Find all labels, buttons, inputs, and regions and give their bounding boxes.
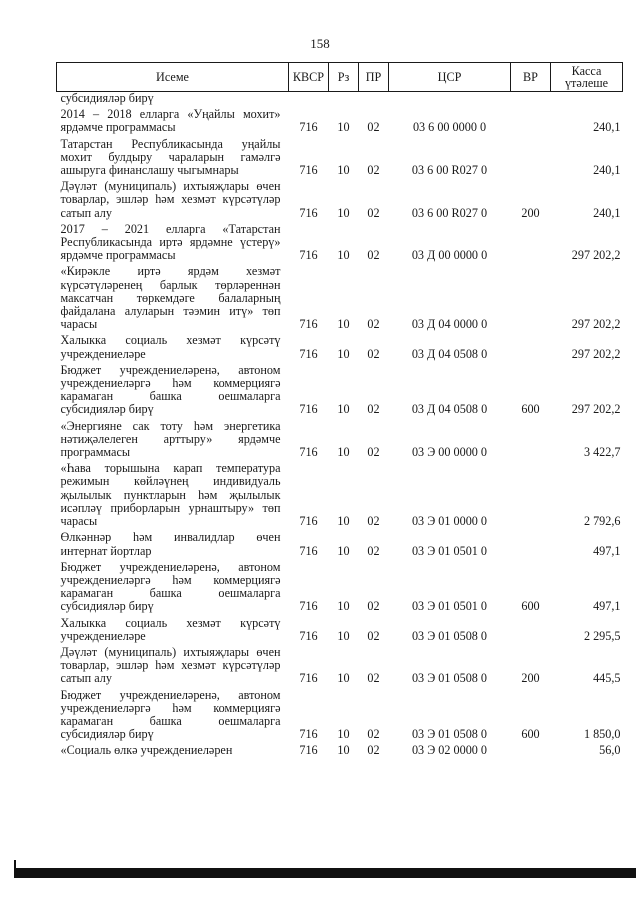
cell-sum: 56,0 [599, 743, 621, 758]
row-name-line: субсидияләр бирү [60, 402, 154, 417]
row-name-line: Дәүләт (муниципаль) ихтыяҗлары өчен [60, 644, 281, 659]
cell-pr: 02 [367, 402, 380, 417]
cell-vr [511, 744, 551, 760]
row-name-line: 2017 – 2021 елларга «Татарстан [60, 221, 281, 236]
row-name [57, 561, 289, 617]
cell-sum: 2 295,5 [583, 628, 621, 643]
cell-sum: 297 202,2 [571, 346, 621, 361]
cell-rz: 10 [337, 628, 350, 643]
cell-kvsr: 716 [299, 543, 318, 558]
cell-vr [511, 420, 551, 463]
table-row [57, 138, 623, 181]
cell-vr [511, 108, 551, 137]
cell-csr: 03 Д 04 0508 0 [411, 346, 488, 361]
header-pr: ПР [359, 63, 389, 92]
cell-vr: 600 [521, 727, 540, 742]
row-name-line: чарасы [60, 514, 98, 529]
row-name-line: мохит булдыру чараларын гамәлгә [60, 149, 281, 164]
cell-kvsr: 716 [299, 402, 318, 417]
cell-csr: 03 6 00 R027 0 [411, 205, 488, 220]
cell-vr: 600 [521, 402, 540, 417]
scan-bottom-bar [16, 868, 636, 878]
table-row [57, 420, 623, 463]
row-name-line: Дәүләт (муниципаль) ихтыяҗлары өчен [60, 179, 281, 194]
row-name-line: учреждениеләре [60, 628, 146, 643]
row-name-line: товарлар, эшләр һәм хезмәт күрсәтүләр [60, 192, 281, 207]
row-name-line: җылылык пунктларын һәм җылылык [60, 487, 281, 502]
cell-csr [389, 92, 511, 109]
cell-kvsr: 716 [299, 743, 318, 758]
row-name-line: учреждениеләргә һәм коммерциягә [60, 376, 281, 391]
row-name [57, 334, 289, 363]
row-name-line: учреждениеләре [60, 346, 146, 361]
row-name-line: ашыруга финанслашу чыгымнары [60, 163, 239, 178]
row-name [57, 92, 289, 109]
row-name-line: ярдәмче программасы [60, 248, 176, 263]
table-row [57, 334, 623, 363]
cell-vr [511, 334, 551, 363]
cell-sum: 497,1 [593, 599, 621, 614]
cell-pr: 02 [367, 628, 380, 643]
row-name-line: учреждениеләргә һәм коммерциягә [60, 572, 281, 587]
cell-rz [329, 92, 359, 109]
cell-sum: 240,1 [593, 120, 621, 135]
row-name-line: субсидияләр бирү [60, 91, 154, 105]
row-name-line: файдалана алуларын тәэмин итү» төп [60, 304, 281, 319]
cell-rz: 10 [337, 445, 350, 460]
cell-kvsr: 716 [299, 346, 318, 361]
row-name [57, 364, 289, 420]
row-name-line: Халыкка социаль хезмәт күрсәтү [60, 333, 281, 348]
row-name-line: нәтиҗәлелеген арттыру» ярдәмче [60, 431, 281, 446]
row-name [57, 462, 289, 531]
row-name-line: карамаган башка оешмаларга [60, 586, 281, 601]
budget-table-container [56, 62, 622, 761]
cell-csr: 03 6 00 R027 0 [411, 163, 488, 178]
cell-rz: 10 [337, 402, 350, 417]
cell-csr: 03 Э 02 0000 0 [411, 743, 488, 758]
row-name-line: Бюджет учреждениеләренә, автоном [60, 687, 281, 702]
table-row [57, 462, 623, 531]
cell-rz: 10 [337, 346, 350, 361]
table-row [57, 561, 623, 617]
row-name-line: Бюджет учреждениеләренә, автоном [60, 559, 281, 574]
row-name [57, 223, 289, 266]
cell-csr: 03 Э 01 0508 0 [411, 727, 488, 742]
cell-kvsr: 716 [299, 727, 318, 742]
row-name-line: ярдәмче программасы [60, 120, 176, 135]
row-name-line: товарлар, эшләр һәм хезмәт күрсәтүләр [60, 658, 281, 673]
cell-sum: 1 850,0 [583, 727, 621, 742]
cell-rz: 10 [337, 317, 350, 332]
row-name-line: чарасы [60, 317, 98, 332]
row-name-line: программасы [60, 445, 131, 460]
row-name [57, 689, 289, 745]
table-row [57, 223, 623, 266]
row-name-line: максатчан төркемдәге балаларның [60, 290, 281, 305]
cell-kvsr: 716 [299, 120, 318, 135]
cell-vr [511, 462, 551, 531]
row-name-line: сатып алу [60, 671, 112, 686]
cell-vr [511, 531, 551, 560]
row-name-line: сатып алу [60, 205, 112, 220]
cell-pr: 02 [367, 543, 380, 558]
cell-rz: 10 [337, 599, 350, 614]
header-rz: Рз [329, 63, 359, 92]
cell-rz: 10 [337, 671, 350, 686]
cell-sum: 497,1 [593, 543, 621, 558]
cell-pr: 02 [367, 163, 380, 178]
table-row [57, 531, 623, 560]
cell-rz: 10 [337, 743, 350, 758]
cell-vr: 600 [521, 599, 540, 614]
cell-csr: 03 Д 04 0000 0 [411, 317, 488, 332]
table-row [57, 108, 623, 137]
row-name-line: «Энергияне сак тоту һәм энергетика [60, 418, 281, 433]
cell-vr [511, 223, 551, 266]
page-number: 158 [310, 36, 330, 51]
cell-kvsr: 716 [299, 628, 318, 643]
cell-kvsr: 716 [299, 445, 318, 460]
cell-csr: 03 Э 01 0000 0 [411, 514, 488, 529]
row-name-line: Татарстан Республикасында уңайлы [60, 136, 281, 151]
cell-csr: 03 Э 01 0508 0 [411, 628, 488, 643]
row-name-line: «Кирәкле иртә ярдәм хезмәт [60, 264, 281, 279]
header-sum: Касса үтәлеше [551, 63, 623, 92]
cell-rz: 10 [337, 163, 350, 178]
row-name-line: карамаган башка оешмаларга [60, 713, 281, 728]
header-vr: ВР [511, 63, 551, 92]
row-name-line: Бюджет учреждениеләренә, автоном [60, 362, 281, 377]
cell-sum: 297 202,2 [571, 317, 621, 332]
budget-table [56, 62, 623, 761]
cell-sum: 240,1 [593, 163, 621, 178]
table-row [57, 617, 623, 646]
row-name [57, 646, 289, 689]
cell-kvsr: 716 [299, 248, 318, 263]
row-name-line: Өлкәннәр һәм инвалидлар өчен [60, 530, 281, 545]
cell-pr: 02 [367, 445, 380, 460]
row-name-line: Халыкка социаль хезмәт күрсәтү [60, 615, 281, 630]
cell-vr [511, 617, 551, 646]
header-kvsr: КВСР [289, 63, 329, 92]
row-name-line: «Социаль өлкә учреждениеләрен [60, 743, 233, 758]
row-name-line: күрсәтүләренең барлык төрләреннән [60, 277, 281, 292]
row-name-line: учреждениеләргә һәм коммерциягә [60, 700, 281, 715]
row-name [57, 108, 289, 137]
cell-kvsr: 716 [299, 163, 318, 178]
cell-sum: 240,1 [593, 205, 621, 220]
cell-rz: 10 [337, 205, 350, 220]
row-name [57, 138, 289, 181]
cell-sum: 297 202,2 [571, 248, 621, 263]
cell-kvsr: 716 [299, 317, 318, 332]
cell-pr: 02 [367, 743, 380, 758]
table-header [57, 63, 623, 92]
row-name-line: карамаган башка оешмаларга [60, 389, 281, 404]
cell-pr: 02 [367, 599, 380, 614]
cell-rz: 10 [337, 514, 350, 529]
cell-csr: 03 6 00 0000 0 [412, 120, 487, 135]
row-name-line: режимын көйләүнең индивидуаль [60, 474, 281, 489]
cell-vr [511, 265, 551, 334]
row-name-line: интернат йортлар [60, 543, 152, 558]
table-row [57, 92, 623, 109]
row-name [57, 180, 289, 223]
row-name [57, 531, 289, 560]
row-name [57, 420, 289, 463]
cell-pr: 02 [367, 514, 380, 529]
row-name-line: субсидияләр бирү [60, 727, 154, 742]
cell-sum: 2 792,6 [583, 514, 621, 529]
cell-rz: 10 [337, 727, 350, 742]
cell-vr: 200 [521, 671, 540, 686]
cell-rz: 10 [337, 248, 350, 263]
cell-csr: 03 Э 01 0508 0 [411, 671, 488, 686]
cell-pr: 02 [367, 671, 380, 686]
table-row [57, 646, 623, 689]
cell-csr: 03 Э 01 0501 0 [411, 599, 488, 614]
cell-csr: 03 Д 00 0000 0 [411, 248, 488, 263]
table-row [57, 265, 623, 334]
cell-pr: 02 [367, 205, 380, 220]
cell-pr: 02 [367, 120, 380, 135]
cell-vr: 200 [521, 205, 540, 220]
table-row [57, 180, 623, 223]
cell-kvsr [289, 92, 329, 109]
cell-vr [511, 138, 551, 181]
row-name [57, 265, 289, 334]
table-body [57, 92, 623, 761]
cell-pr: 02 [367, 248, 380, 263]
cell-kvsr: 716 [299, 514, 318, 529]
cell-kvsr: 716 [299, 599, 318, 614]
header-name: Исеме [57, 63, 289, 92]
cell-vr [511, 92, 551, 109]
cell-kvsr: 716 [299, 205, 318, 220]
cell-sum: 3 422,7 [583, 445, 621, 460]
cell-rz: 10 [337, 120, 350, 135]
cell-sum [551, 92, 623, 109]
table-row [57, 689, 623, 745]
row-name-line: Республикасында иртә ярдәмне үстерү» [60, 235, 281, 250]
cell-sum: 297 202,2 [571, 402, 621, 417]
cell-csr: 03 Э 01 0501 0 [411, 543, 488, 558]
cell-pr [359, 92, 389, 109]
cell-rz: 10 [337, 543, 350, 558]
row-name-line: «Һава торышына карап температура [60, 461, 281, 476]
cell-kvsr: 716 [299, 671, 318, 686]
row-name [57, 744, 289, 760]
row-name-line: 2014 – 2018 елларга «Уңайлы мохит» [60, 107, 281, 122]
cell-pr: 02 [367, 727, 380, 742]
cell-pr: 02 [367, 317, 380, 332]
row-name-line: субсидияләр бирү [60, 599, 154, 614]
table-row [57, 364, 623, 420]
cell-pr: 02 [367, 346, 380, 361]
header-csr: ЦСР [389, 63, 511, 92]
cell-sum: 445,5 [593, 671, 621, 686]
cell-csr: 03 Э 00 0000 0 [411, 445, 488, 460]
row-name-line: исәпләү приборларын урнаштыру» төп [60, 500, 281, 515]
table-row [57, 744, 623, 760]
cell-csr: 03 Д 04 0508 0 [411, 402, 488, 417]
row-name [57, 617, 289, 646]
